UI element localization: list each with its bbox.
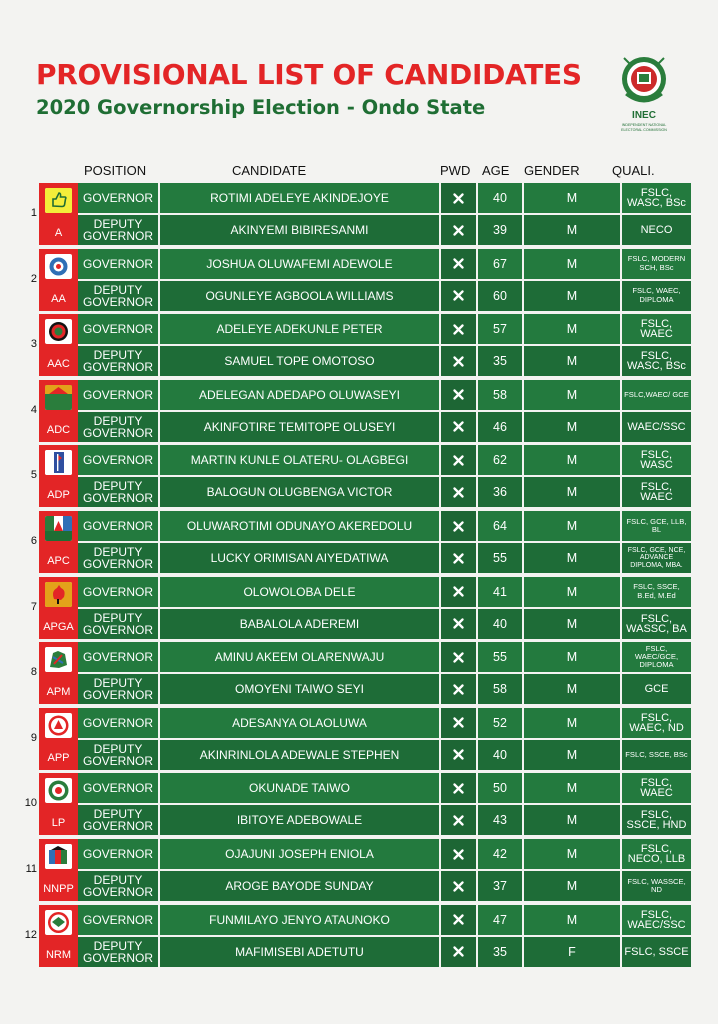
party-abbreviation: APGA (43, 620, 74, 633)
gender-cell: M (524, 249, 620, 279)
qualification-cell: FSLC, WAEC/GCE, DIPLOMA (622, 642, 691, 672)
x-mark-icon (441, 346, 476, 376)
position-cell: DEPUTY GOVERNOR (78, 477, 158, 507)
age-cell: 64 (478, 511, 522, 541)
age-cell: 62 (478, 445, 522, 475)
party-cell (39, 183, 78, 245)
group-number: 11 (25, 863, 37, 875)
age-cell: 37 (478, 871, 522, 901)
qualification-cell: WAEC/SSC (622, 412, 691, 442)
age-cell: 43 (478, 805, 522, 835)
gender-cell: M (524, 477, 620, 507)
table-row (78, 249, 691, 279)
x-mark-icon (441, 839, 476, 869)
candidate-group (30, 183, 691, 245)
party-abbreviation: LP (51, 817, 66, 830)
x-mark-icon (441, 805, 476, 835)
thumbs-up-icon (45, 188, 72, 213)
page-subtitle: 2020 Governorship Election - Ondo State (36, 96, 486, 119)
table-row (78, 380, 691, 410)
age-cell: 35 (478, 937, 522, 967)
lp-logo-icon (45, 778, 72, 803)
candidate-name: OKUNADE TAIWO (160, 773, 439, 803)
party-cell (39, 773, 78, 835)
x-mark-icon (441, 773, 476, 803)
qualification-cell: FSLC, WAEC, ND (622, 708, 691, 738)
position-cell: GOVERNOR (78, 905, 158, 935)
table-row (78, 905, 691, 935)
table-row (78, 773, 691, 803)
age-cell: 55 (478, 543, 522, 573)
candidate-name: ADELEGAN ADEDAPO OLUWASEYI (160, 380, 439, 410)
candidate-name: FUNMILAYO JENYO ATAUNOKO (160, 905, 439, 935)
gender-cell: M (524, 314, 620, 344)
position-cell: GOVERNOR (78, 642, 158, 672)
x-mark-icon (441, 642, 476, 672)
party-cell (39, 642, 78, 704)
group-number: 2 (30, 272, 37, 285)
age-cell: 42 (478, 839, 522, 869)
x-mark-icon (441, 477, 476, 507)
qualification-cell: FSLC, SSCE, BSc (622, 740, 691, 770)
candidate-group (30, 511, 691, 573)
candidate-name: OGUNLEYE AGBOOLA WILLIAMS (160, 281, 439, 311)
inec-logo-subtext: INDEPENDENT NATIONAL ELECTORAL COMMISSION (621, 123, 667, 132)
qualification-cell: FSLC, WAEC (622, 477, 691, 507)
position-cell: GOVERNOR (78, 839, 158, 869)
x-mark-icon (441, 412, 476, 442)
position-cell: GOVERNOR (78, 249, 158, 279)
table-row (78, 477, 691, 507)
candidate-group (30, 708, 691, 770)
age-cell: 58 (478, 674, 522, 704)
candidate-name: MARTIN KUNLE OLATERU- OLAGBEGI (160, 445, 439, 475)
apc-logo-icon (45, 516, 72, 541)
rooster-logo-icon (45, 582, 72, 607)
table-row (78, 740, 691, 770)
app-logo-icon (45, 713, 72, 738)
gender-cell: M (524, 380, 620, 410)
qualification-cell: FSLC, GCE, LLB, BL (622, 511, 691, 541)
column-header-gender: GENDER (524, 163, 580, 178)
candidate-name: BABALOLA ADEREMI (160, 609, 439, 639)
table-row (78, 642, 691, 672)
flag-logo-icon (45, 450, 72, 475)
inec-logo-text: INEC (632, 110, 656, 121)
candidate-name: ADELEYE ADEKUNLE PETER (160, 314, 439, 344)
candidate-name: MAFIMISEBI ADETUTU (160, 937, 439, 967)
group-number: 7 (30, 600, 37, 613)
party-abbreviation: A (54, 227, 63, 239)
candidate-group (30, 249, 691, 311)
column-header-position: POSITION (84, 163, 147, 178)
gender-cell: M (524, 215, 620, 245)
candidate-group (30, 445, 691, 507)
table-row (78, 511, 691, 541)
age-cell: 67 (478, 249, 522, 279)
group-number: 5 (30, 469, 37, 482)
inec-logo (616, 52, 672, 142)
qualification-cell: FSLC, WASSCE, ND (622, 871, 691, 901)
candidate-name: IBITOYE ADEBOWALE (160, 805, 439, 835)
candidate-name: AKINRINLOLA ADEWALE STEPHEN (160, 740, 439, 770)
position-cell: DEPUTY GOVERNOR (78, 740, 158, 770)
party-cell (39, 314, 78, 376)
age-cell: 39 (478, 215, 522, 245)
position-cell: DEPUTY GOVERNOR (78, 805, 158, 835)
qualification-cell: FSLC, WASC, BSc (622, 346, 691, 376)
table-row (78, 346, 691, 376)
candidate-name: ADESANYA OLAOLUWA (160, 708, 439, 738)
map-logo-icon (45, 647, 72, 672)
party-cell (39, 839, 78, 901)
gender-cell: M (524, 674, 620, 704)
nrm-logo-icon (45, 910, 72, 935)
column-header-pwd: PWD (440, 163, 471, 178)
age-cell: 52 (478, 708, 522, 738)
candidate-group (24, 773, 691, 835)
table-row (78, 937, 691, 967)
position-cell: GOVERNOR (78, 708, 158, 738)
x-mark-icon (441, 577, 476, 607)
party-abbreviation: AAC (47, 358, 70, 371)
position-cell: GOVERNOR (78, 380, 158, 410)
x-mark-icon (441, 249, 476, 279)
qualification-cell: NECO (622, 215, 691, 245)
group-number: 8 (30, 666, 37, 679)
position-cell: GOVERNOR (78, 314, 158, 344)
gender-cell: M (524, 905, 620, 935)
age-cell: 50 (478, 773, 522, 803)
age-cell: 58 (478, 380, 522, 410)
position-cell: GOVERNOR (78, 445, 158, 475)
candidate-name: OLOWOLOBA DELE (160, 577, 439, 607)
x-mark-icon (441, 740, 476, 770)
position-cell: GOVERNOR (78, 183, 158, 213)
party-cell (39, 445, 78, 507)
candidate-name: AROGE BAYODE SUNDAY (160, 871, 439, 901)
candidate-name: SAMUEL TOPE OMOTOSO (160, 346, 439, 376)
candidate-name: BALOGUN OLUGBENGA VICTOR (160, 477, 439, 507)
x-mark-icon (441, 281, 476, 311)
nnpp-logo-icon (45, 844, 72, 869)
x-mark-icon (441, 609, 476, 639)
table-row (78, 183, 691, 213)
group-number: 12 (24, 928, 37, 941)
age-cell: 40 (478, 740, 522, 770)
candidate-name: OMOYENI TAIWO SEYI (160, 674, 439, 704)
x-mark-icon (441, 445, 476, 475)
gender-cell: M (524, 346, 620, 376)
party-cell (39, 511, 78, 573)
candidate-group (25, 839, 691, 901)
age-cell: 46 (478, 412, 522, 442)
position-cell: DEPUTY GOVERNOR (78, 346, 158, 376)
party-abbreviation: APM (46, 686, 71, 699)
table-row (78, 839, 691, 869)
gender-cell: M (524, 839, 620, 869)
party-abbreviation: ADC (46, 423, 71, 436)
qualification-cell: FSLC, WASC, BSc (622, 183, 691, 213)
age-cell: 40 (478, 183, 522, 213)
group-number: 10 (24, 797, 37, 810)
x-mark-icon (441, 674, 476, 704)
page-title: PROVISIONAL LIST OF CANDIDATES (36, 58, 582, 91)
table-row (78, 708, 691, 738)
age-cell: 55 (478, 642, 522, 672)
table-row (78, 871, 691, 901)
position-cell: DEPUTY GOVERNOR (78, 674, 158, 704)
party-cell (39, 577, 78, 639)
party-cell (39, 249, 78, 311)
x-mark-icon (441, 215, 476, 245)
gender-cell: M (524, 740, 620, 770)
candidate-group (30, 642, 691, 704)
candidate-name: LUCKY ORIMISAN AIYEDATIWA (160, 543, 439, 573)
group-number: 6 (30, 535, 37, 547)
qualification-cell: FSLC, NECO, LLB (622, 839, 691, 869)
x-mark-icon (441, 905, 476, 935)
age-cell: 36 (478, 477, 522, 507)
position-cell: DEPUTY GOVERNOR (78, 937, 158, 967)
party-abbreviation: APC (47, 555, 70, 567)
candidate-name: AKINFOTIRE TEMITOPE OLUSEYI (160, 412, 439, 442)
candidate-group (30, 380, 691, 442)
gender-cell: M (524, 871, 620, 901)
qualification-cell: FSLC, WAEC/SSC (622, 905, 691, 935)
qualification-cell: FSLC, WAEC (622, 314, 691, 344)
position-cell: GOVERNOR (78, 773, 158, 803)
gender-cell: M (524, 642, 620, 672)
party-cell (39, 708, 78, 770)
ring-emblem-icon (45, 319, 72, 344)
qualification-cell: FSLC, GCE, NCE, ADVANCE DIPLOMA, MBA. (622, 543, 691, 573)
position-cell: DEPUTY GOVERNOR (78, 543, 158, 573)
candidate-group (30, 577, 691, 639)
table-row (78, 314, 691, 344)
x-mark-icon (441, 183, 476, 213)
gender-cell: M (524, 708, 620, 738)
candidate-name: JOSHUA OLUWAFEMI ADEWOLE (160, 249, 439, 279)
candidate-name: OJAJUNI JOSEPH ENIOLA (160, 839, 439, 869)
x-mark-icon (441, 380, 476, 410)
table-row (78, 281, 691, 311)
position-cell: DEPUTY GOVERNOR (78, 215, 158, 245)
group-number: 4 (30, 403, 37, 416)
candidate-name: AMINU AKEEM OLARENWAJU (160, 642, 439, 672)
gender-cell: M (524, 609, 620, 639)
table-row (78, 577, 691, 607)
qualification-cell: FSLC, WASSC, BA (622, 609, 691, 639)
party-cell (39, 905, 78, 967)
gender-cell: M (524, 445, 620, 475)
candidate-group (30, 314, 691, 376)
position-cell: DEPUTY GOVERNOR (78, 609, 158, 639)
x-mark-icon (441, 937, 476, 967)
age-cell: 35 (478, 346, 522, 376)
gender-cell: M (524, 511, 620, 541)
column-header-candidate: CANDIDATE (232, 163, 307, 178)
qualification-cell: GCE (622, 674, 691, 704)
x-mark-icon (441, 314, 476, 344)
column-header-age: AGE (482, 163, 510, 178)
x-mark-icon (441, 871, 476, 901)
position-cell: DEPUTY GOVERNOR (78, 412, 158, 442)
qualification-cell: FSLC, WAEC, DIPLOMA (622, 281, 691, 311)
table-row (78, 412, 691, 442)
column-header-quali: QUALI. (612, 163, 655, 178)
candidate-name: OLUWAROTIMI ODUNAYO AKEREDOLU (160, 511, 439, 541)
gender-cell: M (524, 281, 620, 311)
x-mark-icon (441, 543, 476, 573)
candidate-name: ROTIMI ADELEYE AKINDEJOYE (160, 183, 439, 213)
gender-cell: M (524, 543, 620, 573)
table-row (78, 805, 691, 835)
inec-emblem-icon (616, 52, 672, 110)
table-row (78, 543, 691, 573)
x-mark-icon (441, 708, 476, 738)
gender-cell: M (524, 773, 620, 803)
qualification-cell: FSLC, SSCE (622, 937, 691, 967)
age-cell: 40 (478, 609, 522, 639)
group-number: 9 (30, 731, 37, 744)
party-abbreviation: ADP (47, 489, 70, 502)
group-number: 3 (30, 338, 37, 351)
group-number: 1 (30, 207, 37, 219)
table-row (78, 445, 691, 475)
age-cell: 41 (478, 577, 522, 607)
qualification-cell: FSLC, MODERN SCH, BSc (622, 249, 691, 279)
table-row (78, 674, 691, 704)
party-abbreviation: NRM (45, 948, 72, 961)
position-cell: GOVERNOR (78, 511, 158, 541)
table-row (78, 609, 691, 639)
x-mark-icon (441, 511, 476, 541)
age-cell: 57 (478, 314, 522, 344)
age-cell: 47 (478, 905, 522, 935)
party-cell (39, 380, 78, 442)
position-cell: GOVERNOR (78, 577, 158, 607)
qualification-cell: FSLC, SSCE, B.Ed, M.Ed (622, 577, 691, 607)
qualification-cell: FSLC, WAEC (622, 773, 691, 803)
gender-cell: M (524, 577, 620, 607)
gender-cell: M (524, 183, 620, 213)
position-cell: DEPUTY GOVERNOR (78, 281, 158, 311)
circle-emblem-icon (45, 254, 72, 279)
gender-cell: M (524, 805, 620, 835)
adc-logo-icon (45, 385, 72, 410)
party-abbreviation: NNPP (43, 883, 74, 895)
qualification-cell: FSLC, WASC (622, 445, 691, 475)
qualification-cell: FSLC, SSCE, HND (622, 805, 691, 835)
age-cell: 60 (478, 281, 522, 311)
party-abbreviation: AA (51, 292, 66, 305)
party-abbreviation: APP (47, 751, 70, 764)
position-cell: DEPUTY GOVERNOR (78, 871, 158, 901)
qualification-cell: FSLC,WAEC/ GCE (622, 380, 691, 410)
candidate-group (24, 905, 691, 967)
gender-cell: M (524, 412, 620, 442)
table-row (78, 215, 691, 245)
candidate-name: AKINYEMI BIBIRESANMI (160, 215, 439, 245)
gender-cell: F (524, 937, 620, 967)
